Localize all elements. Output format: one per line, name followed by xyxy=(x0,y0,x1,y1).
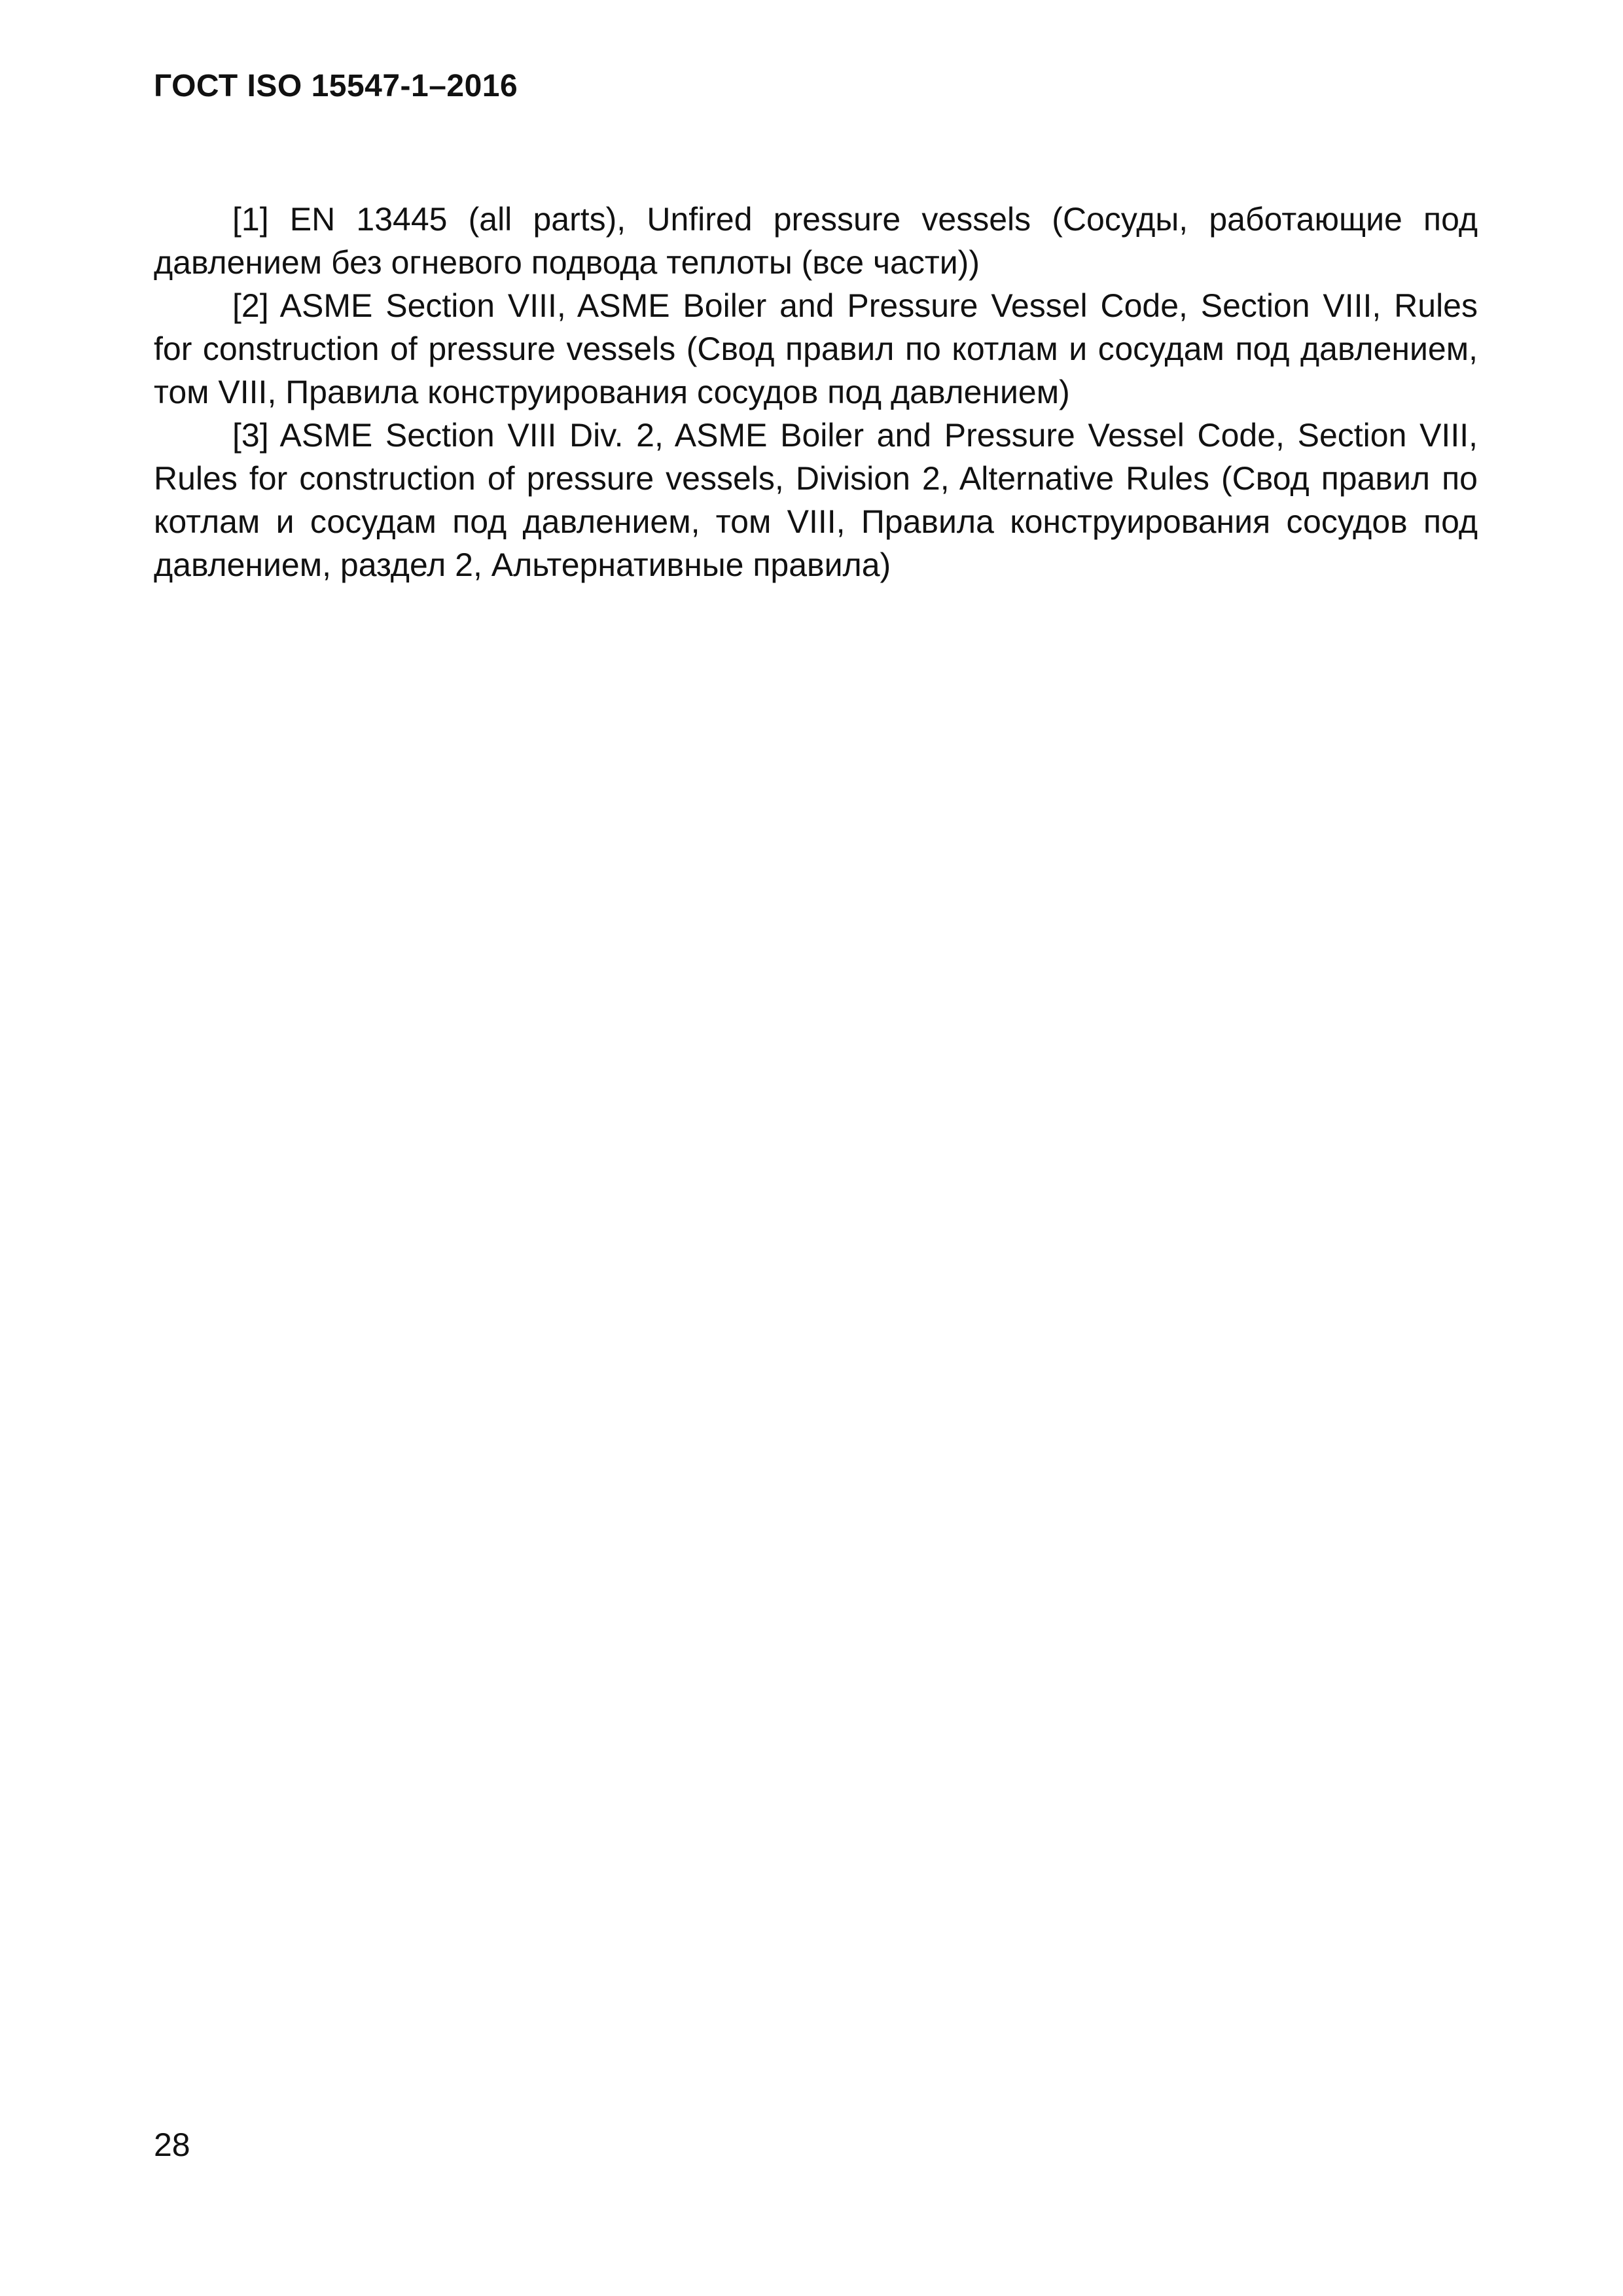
bibliography-entry-3: [3] ASME Section VIII Div. 2, ASME Boiler and Pressure Vessel Code, Section VIII, Rules for construction of pressure vessels, Division 2, Alternative Rules (Свод правил по котлам и сосудам под давлением, том VIII, Правила конструирования сосудов под давлением, раздел 2, Альтернативные правила) xyxy=(154,417,1478,583)
bibliography-entry-2: [2] ASME Section VIII, ASME Boiler and Pressure Vessel Code, Section VIII, Rules for construction of pressure vessels (Свод правил по котлам и сосудам под давлением, том VIII, Правила конструирования сосудов под давлением) xyxy=(154,287,1478,410)
bibliography-list xyxy=(154,198,1478,586)
page-number: 28 xyxy=(154,2126,190,2163)
bibliography-entry-1: [1] EN 13445 (all parts), Unfired pressure vessels (Сосуды, работающие под давлением без огневого подвода теплоты (все части)) xyxy=(154,201,1478,281)
standard-code-header: ГОСТ ISO 15547-1–2016 xyxy=(154,69,518,103)
